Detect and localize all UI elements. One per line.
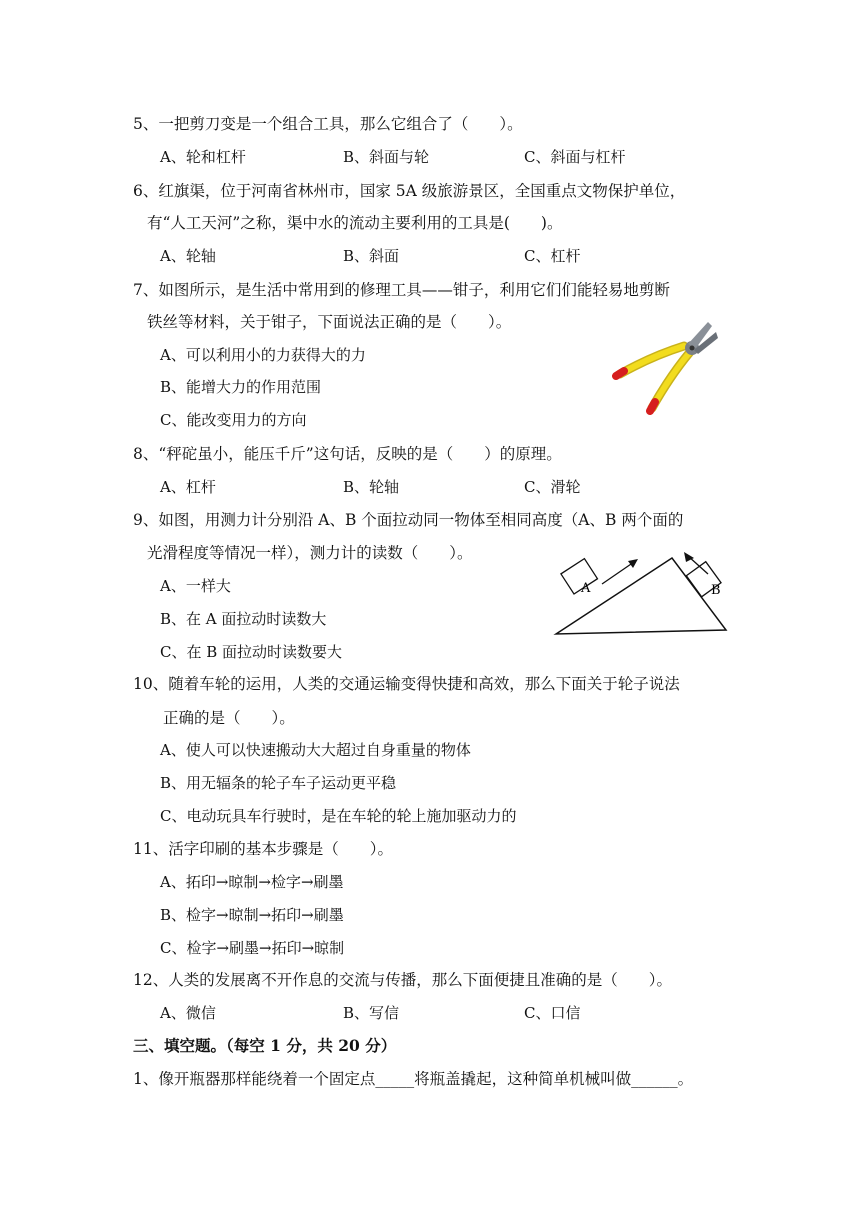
q5-option-a: A、轮和杠杆 — [160, 148, 246, 166]
arrow-a — [602, 562, 634, 584]
section-3-q1: 1、像开瓶器那样能绕着一个固定点_____将瓶盖撬起，这种简单机械叫做______。 — [133, 1070, 694, 1088]
q11-option-b: B、检字→晾制→拓印→刷墨 — [160, 906, 344, 924]
q5-option-c: C、斜面与杠杆 — [524, 148, 626, 166]
q9-stem-line1: 9、如图，用测力计分别沿 A、B 个面拉动同一物体至相同高度（A、B 两个面的 — [133, 511, 684, 529]
label-a: A — [581, 581, 591, 596]
q10-stem-line2: 正确的是（ ）。 — [163, 709, 295, 727]
q12-option-b: B、写信 — [343, 1004, 400, 1022]
q9-option-a: A、一样大 — [160, 577, 231, 595]
q9-option-c: C、在 B 面拉动时读数要大 — [160, 643, 343, 661]
q7-option-a: A、可以利用小的力获得大的力 — [160, 346, 366, 364]
q10-option-b: B、用无辐条的轮子车子运动更平稳 — [160, 774, 397, 792]
q9-stem-line2: 光滑程度等情况一样），测力计的读数（ ）。 — [147, 544, 473, 562]
q9-option-b: B、在 A 面拉动时读数大 — [160, 610, 327, 628]
q12-stem: 12、人类的发展离不开作息的交流与传播，那么下面便捷且准确的是（ ）。 — [133, 971, 672, 989]
q10-stem-line1: 10、随着车轮的运用，人类的交通运输变得快捷和高效，那么下面关于轮子说法 — [133, 675, 680, 693]
q8-option-a: A、杠杆 — [160, 478, 216, 496]
q6-option-b: B、斜面 — [343, 247, 400, 265]
q11-option-a: A、拓印→晾制→检字→刷墨 — [160, 873, 344, 891]
q8-option-c: C、滑轮 — [524, 478, 581, 496]
q6-option-c: C、杠杆 — [524, 247, 581, 265]
q6-stem-line1: 6、红旗渠，位于河南省林州市，国家 5A 级旅游景区，全国重点文物保护单位， — [133, 182, 686, 200]
q12-option-a: A、微信 — [160, 1004, 216, 1022]
q7-option-c: C、能改变用力的方向 — [160, 411, 307, 429]
q5-option-b: B、斜面与轮 — [343, 148, 430, 166]
q7-stem-line1: 7、如图所示，是生活中常用到的修理工具——钳子，利用它们们能轻易地剪断 — [133, 281, 670, 299]
section-3-title: 三、填空题。（每空 1 分，共 20 分） — [133, 1036, 397, 1055]
q6-stem-line2: 有“人工天河”之称，渠中水的流动主要利用的工具是( )。 — [147, 214, 563, 232]
q10-option-c: C、电动玩具车行驶时，是在车轮的轮上施加驱动力的 — [160, 807, 517, 825]
pliers-icon — [612, 316, 722, 416]
q6-option-a: A、轮轴 — [160, 247, 216, 265]
q11-stem: 11、活字印刷的基本步骤是（ ）。 — [133, 840, 393, 858]
q8-stem: 8、“秤砣虽小，能压千斤”这句话，反映的是（ ）的原理。 — [133, 445, 562, 463]
q5-stem: 5、一把剪刀变是一个组合工具，那么它组合了（ ）。 — [133, 115, 523, 133]
q10-option-a: A、使人可以快速搬动大大超过自身重量的物体 — [160, 741, 471, 759]
q7-option-b: B、能增大力的作用范围 — [160, 378, 322, 396]
q11-option-c: C、检字→刷墨→拓印→晾制 — [160, 939, 345, 957]
block-a — [561, 559, 598, 594]
label-b: B — [711, 583, 721, 598]
incline-diagram — [550, 550, 730, 640]
q8-option-b: B、轮轴 — [343, 478, 400, 496]
q7-stem-line2: 铁丝等材料，关于钳子，下面说法正确的是（ ）。 — [147, 313, 512, 331]
q12-option-c: C、口信 — [524, 1004, 581, 1022]
